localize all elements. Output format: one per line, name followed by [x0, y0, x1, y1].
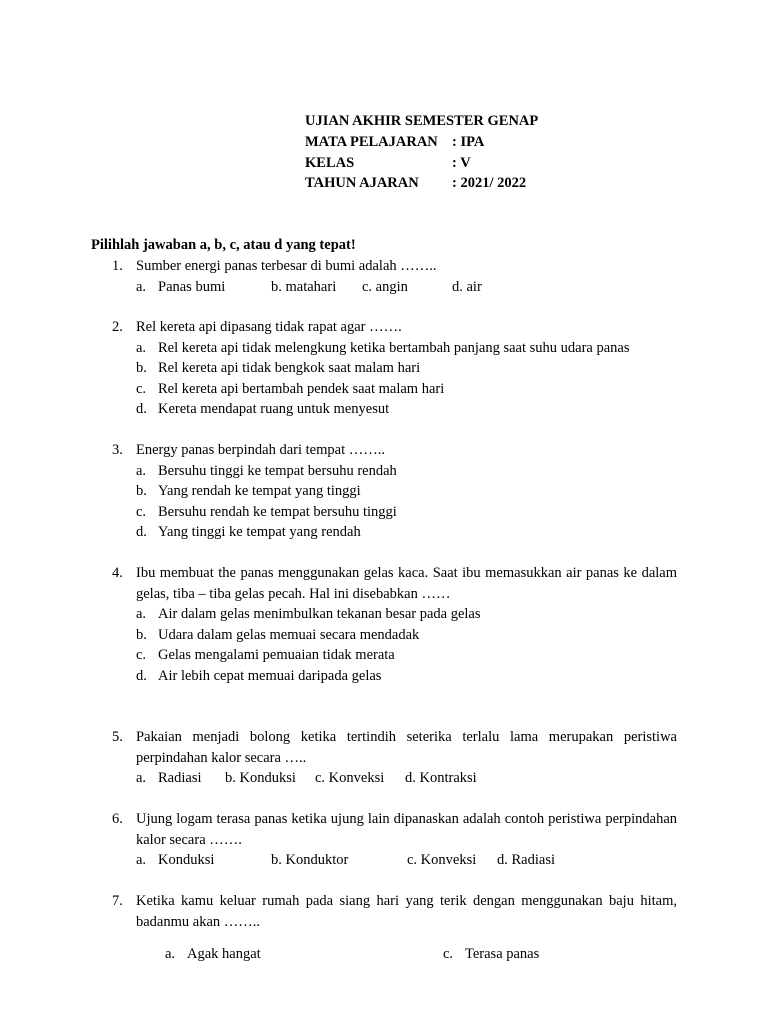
question-text: Ketika kamu keluar rumah pada siang hari yang terik dengan menggunakan baju hitam, badanmu akan …….. [136, 893, 677, 930]
option-letter: c. [443, 946, 454, 963]
exam-header [305, 111, 538, 194]
option-letter: d. [136, 401, 147, 418]
option-row [112, 850, 677, 871]
option-b[interactable]: b. Konduksi [225, 770, 296, 787]
header-row-year [305, 173, 538, 194]
question-number: 1. [112, 258, 123, 274]
header-label: TAHUN AJARAN [305, 175, 419, 192]
header-value: : IPA [452, 133, 485, 150]
question-2 [112, 317, 677, 420]
question-text: Energy panas berpindah dari tempat …….. [136, 442, 385, 458]
option-letter: a. [136, 852, 147, 869]
option-letter: c. [136, 380, 147, 397]
option-text: Gelas mengalami pemuaian tidak merata [158, 647, 395, 664]
question-text: Sumber energi panas terbesar di bumi adalah …….. [136, 258, 437, 274]
header-value: : 2021/ 2022 [452, 175, 527, 192]
question-number: 7. [112, 893, 123, 909]
option-d[interactable] [112, 522, 677, 543]
option-text: Bersuhu tinggi ke tempat bersuhu rendah [158, 462, 397, 479]
question-number: 3. [112, 442, 123, 458]
option-letter: a. [136, 462, 147, 479]
option-text: Air lebih cepat memuai daripada gelas [158, 667, 382, 684]
option-letter: b. [136, 360, 147, 377]
option-letter: d. [136, 667, 147, 684]
question-7 [112, 891, 677, 965]
option-d[interactable]: d. Kontraksi [405, 770, 477, 787]
option-b[interactable] [112, 625, 677, 646]
instruction: Pilihlah jawaban a, b, c, atau d yang tepat! [91, 237, 356, 253]
option-d[interactable]: d. air [452, 278, 482, 295]
option-d[interactable] [112, 666, 677, 687]
question-number: 6. [112, 811, 123, 827]
option-letter: a. [165, 946, 176, 963]
question-text: Rel kereta api dipasang tidak rapat agar ……. [136, 319, 402, 335]
option-text: Rel kereta api bertambah pendek saat malam hari [158, 380, 445, 397]
option-letter: a. [136, 339, 147, 356]
question-text: Ibu membuat the panas menggunakan gelas kaca. Saat ibu memasukkan air panas ke dalam gelas, tiba – tiba gelas pecah. Hal ini disebabkan …… [136, 565, 677, 602]
option-text: Rel kereta api tidak bengkok saat malam hari [158, 360, 421, 377]
header-value: : V [452, 154, 471, 171]
option-letter: d. [136, 524, 147, 541]
option-c[interactable]: c. Konveksi [315, 770, 385, 787]
question-text: Ujung logam terasa panas ketika ujung lain dipanaskan adalah contoh peristiwa perpindahan kalor secara ……. [136, 811, 677, 848]
question-number: 5. [112, 729, 123, 745]
option-c[interactable] [112, 379, 677, 400]
header-row-subject [305, 132, 538, 153]
exam-title: UJIAN AKHIR SEMESTER GENAP [305, 113, 539, 129]
question-number: 4. [112, 565, 123, 581]
question-5 [112, 727, 677, 789]
option-letter: a. [136, 770, 147, 787]
option-b[interactable] [112, 481, 677, 502]
option-a[interactable] [112, 338, 677, 359]
option-a[interactable]: Panas bumi [158, 278, 226, 295]
option-letter: c. [136, 647, 147, 664]
option-row [112, 768, 677, 789]
option-c[interactable]: Terasa panas [465, 946, 540, 963]
option-letter: c. [136, 503, 147, 520]
option-letter: b. [136, 626, 147, 643]
option-letter: a. [136, 278, 147, 295]
option-a[interactable]: Radiasi [158, 770, 202, 787]
option-b[interactable]: b. matahari [271, 278, 337, 295]
option-b[interactable]: b. Konduktor [271, 852, 349, 869]
option-text: Rel kereta api tidak melengkung ketika bertambah panjang saat suhu udara panas [158, 339, 630, 356]
option-text: Udara dalam gelas memuai secara mendadak [158, 626, 420, 643]
option-text: Yang tinggi ke tempat yang rendah [158, 524, 361, 541]
option-a[interactable] [112, 461, 677, 482]
option-text: Kereta mendapat ruang untuk menyesut [158, 401, 390, 418]
question-6 [112, 809, 677, 871]
question-3 [112, 440, 677, 543]
option-c[interactable] [112, 645, 677, 666]
option-c[interactable]: c. Konveksi [407, 852, 477, 869]
option-d[interactable]: d. Radiasi [497, 852, 555, 869]
option-row [112, 277, 677, 298]
option-b[interactable] [112, 358, 677, 379]
question-number: 2. [112, 319, 123, 335]
option-text: Yang rendah ke tempat yang tinggi [158, 483, 361, 500]
option-row [112, 944, 677, 965]
option-text: Bersuhu rendah ke tempat bersuhu tinggi [158, 503, 397, 520]
question-4 [112, 563, 677, 687]
option-letter: b. [136, 483, 147, 500]
option-c[interactable] [112, 502, 677, 523]
header-label: KELAS [305, 154, 355, 171]
option-a[interactable]: Konduksi [158, 852, 215, 869]
option-text: Air dalam gelas menimbulkan tekanan besar pada gelas [158, 606, 481, 623]
header-row-class [305, 153, 538, 174]
option-a[interactable]: Agak hangat [187, 946, 261, 963]
option-c[interactable]: c. angin [362, 278, 408, 295]
header-label: MATA PELAJARAN [305, 133, 438, 150]
option-d[interactable] [112, 399, 677, 420]
option-a[interactable] [112, 604, 677, 625]
option-letter: a. [136, 606, 147, 623]
question-1 [112, 256, 677, 297]
question-text: Pakaian menjadi bolong ketika tertindih seterika terlalu lama merupakan peristiwa perpindahan kalor secara ….. [136, 729, 677, 766]
